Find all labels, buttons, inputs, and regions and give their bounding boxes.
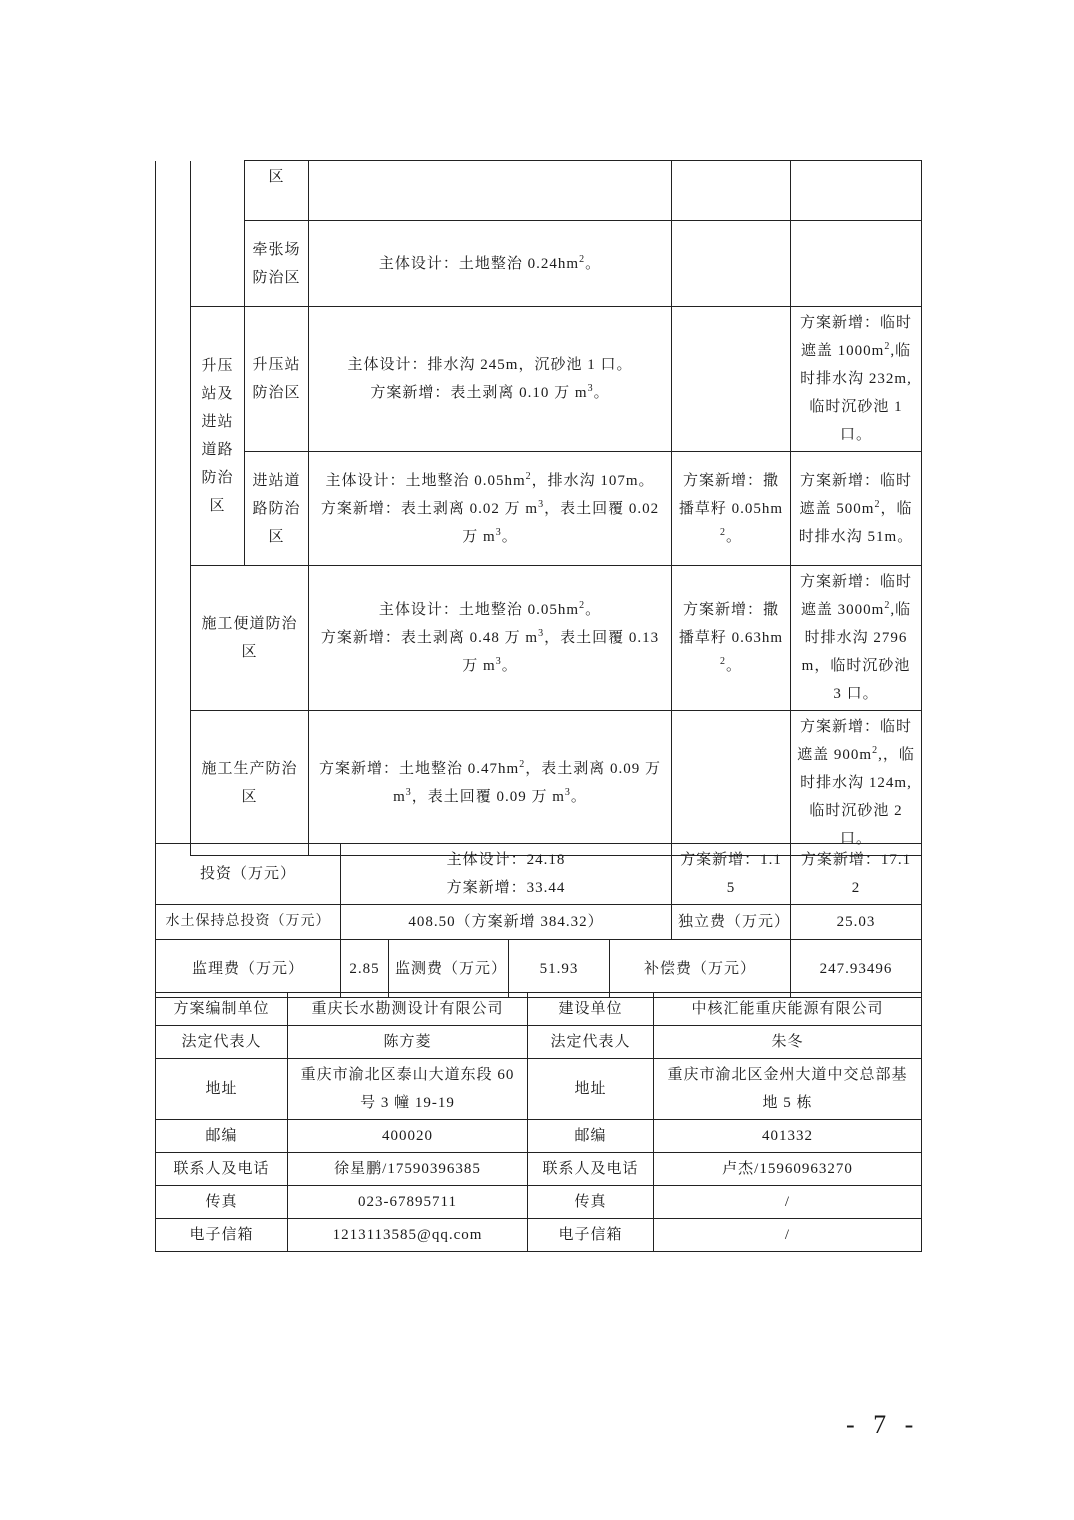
- temp-cell: [791, 221, 922, 307]
- fax-label: 传真: [156, 1186, 288, 1219]
- zip-label: 邮编: [156, 1120, 288, 1153]
- build-unit-label: 建设单位: [528, 993, 654, 1026]
- supervise-fee-value: 2.85: [341, 940, 389, 998]
- contact-label: 联系人及电话: [156, 1153, 288, 1186]
- invest-main-line2: 方案新增：33.44: [446, 880, 566, 896]
- invest-main-line1: 主体设计：24.18: [446, 852, 566, 868]
- indep-fee-value: 25.03: [791, 905, 922, 940]
- table-row: [156, 161, 922, 221]
- plant-cell: 方案新增：撒播草籽 $0.05hm^2$。: [672, 452, 791, 566]
- email-label: 电子信箱: [528, 1219, 654, 1252]
- sub-area-label: 区: [245, 161, 309, 221]
- table-row: [156, 1120, 922, 1153]
- comp-fee-value: 247.93496: [791, 940, 922, 998]
- measure-cell: 主体设计：土地整治 $0.24hm^2$。: [309, 221, 672, 307]
- measure-cell: 方案新增：土地整治 $0.47hm^2$，表土剥离 0.09 万 $m^3$，表土回覆 0.09 万 $m^3$。: [309, 711, 672, 856]
- table-row: [156, 307, 922, 452]
- temp-cell: 方案新增：临时遮盖 $900m^2$,，临时排水沟 124m,临时沉砂池 2 口。: [791, 711, 922, 856]
- supervise-fee-label: 监理费（万元）: [156, 940, 341, 998]
- email-left: 1213113585@qq.com: [288, 1219, 528, 1252]
- table-row: [156, 1186, 922, 1219]
- rep-left: 陈方菱: [288, 1026, 528, 1059]
- total-invest-label: 水土保持总投资（万元）: [156, 905, 341, 940]
- fax-right: /: [654, 1186, 922, 1219]
- group-spacer-cell: [191, 161, 245, 307]
- rep-right: 朱冬: [654, 1026, 922, 1059]
- table-row: [156, 221, 922, 307]
- table-row: [156, 905, 922, 940]
- plant-cell: [672, 307, 791, 452]
- outer-spacer-cell: [156, 161, 191, 856]
- invest-plant: 方案新增：1.15: [672, 844, 791, 905]
- zip-label: 邮编: [528, 1120, 654, 1153]
- contact-left: 徐星鹏/17590396385: [288, 1153, 528, 1186]
- contact-right: 卢杰/15960963270: [654, 1153, 922, 1186]
- sub-area-label: 升压站防治区: [245, 307, 309, 452]
- monitor-fee-label: 监测费（万元）: [389, 940, 509, 998]
- table-row: [156, 1059, 922, 1120]
- temp-cell: 方案新增：临时遮盖 $3000m^2$,临时排水沟 2796m，临时沉砂池 3 口。: [791, 566, 922, 711]
- indep-fee-label: 独立费（万元）: [672, 905, 791, 940]
- table-row: [156, 1219, 922, 1252]
- table-row: [156, 452, 922, 566]
- plant-cell: [672, 711, 791, 856]
- contact-label: 联系人及电话: [528, 1153, 654, 1186]
- area-label: 施工便道防治区: [191, 566, 309, 711]
- units-table: [155, 992, 922, 1252]
- plant-cell: [672, 161, 791, 221]
- temp-cell: 方案新增：临时遮盖 $500m^2$，临时排水沟 51m。: [791, 452, 922, 566]
- fax-left: 023-67895711: [288, 1186, 528, 1219]
- rep-label: 法定代表人: [528, 1026, 654, 1059]
- monitor-fee-value: 51.93: [509, 940, 610, 998]
- table-row: [156, 844, 922, 905]
- table-row: [156, 711, 922, 856]
- sub-area-label: 牵张场防治区: [245, 221, 309, 307]
- comp-fee-label: 补偿费（万元）: [610, 940, 791, 998]
- plant-cell: 方案新增：撒播草籽 $0.63hm^2$。: [672, 566, 791, 711]
- prep-unit-value: 重庆长水勘测设计有限公司: [288, 993, 528, 1026]
- measures-table: [155, 160, 922, 856]
- table-row: [156, 1153, 922, 1186]
- email-right: /: [654, 1219, 922, 1252]
- investment-table: [155, 843, 922, 998]
- invest-label: 投资（万元）: [156, 844, 341, 905]
- temp-cell: [791, 161, 922, 221]
- invest-main: [341, 844, 672, 905]
- temp-cell: 方案新增：临时遮盖 $1000m^2$,临时排水沟 232m,临时沉砂池 1 口。: [791, 307, 922, 452]
- zip-left: 400020: [288, 1120, 528, 1153]
- page-number: - 7 -: [846, 1410, 920, 1439]
- sub-area-label: 进站道路防治区: [245, 452, 309, 566]
- rep-label: 法定代表人: [156, 1026, 288, 1059]
- area-label: 施工生产防治区: [191, 711, 309, 856]
- prep-unit-label: 方案编制单位: [156, 993, 288, 1026]
- measure-cell: [309, 161, 672, 221]
- zip-right: 401332: [654, 1120, 922, 1153]
- fax-label: 传真: [528, 1186, 654, 1219]
- addr-label: 地址: [156, 1059, 288, 1120]
- measure-cell: 主体设计：排水沟 245m，沉砂池 1 口。 方案新增：表土剥离 0.10 万 $m^3$。: [309, 307, 672, 452]
- table-row: [156, 940, 922, 998]
- table-row: [156, 993, 922, 1026]
- build-unit-value: 中核汇能重庆能源有限公司: [654, 993, 922, 1026]
- measure-cell: 主体设计：土地整治 $0.05hm^2$。 方案新增：表土剥离 0.48 万 $m^3$，表土回覆 0.13 万 $m^3$。: [309, 566, 672, 711]
- addr-right: 重庆市渝北区金州大道中交总部基地 5 栋: [654, 1059, 922, 1120]
- table-row: [156, 566, 922, 711]
- invest-temp: 方案新增：17.12: [791, 844, 922, 905]
- plant-cell: [672, 221, 791, 307]
- total-invest-value: 408.50（方案新增 384.32）: [341, 905, 672, 940]
- measure-cell: 主体设计：土地整治 $0.05hm^2$，排水沟 107m。 方案新增：表土剥离 0.02 万 $m^3$，表土回覆 0.02 万 $m^3$。: [309, 452, 672, 566]
- addr-label: 地址: [528, 1059, 654, 1120]
- table-row: [156, 1026, 922, 1059]
- group-label-station: 升压站及进站道路防治区: [191, 307, 245, 566]
- email-label: 电子信箱: [156, 1219, 288, 1252]
- addr-left: 重庆市渝北区泰山大道东段 60 号 3 幢 19-19: [288, 1059, 528, 1120]
